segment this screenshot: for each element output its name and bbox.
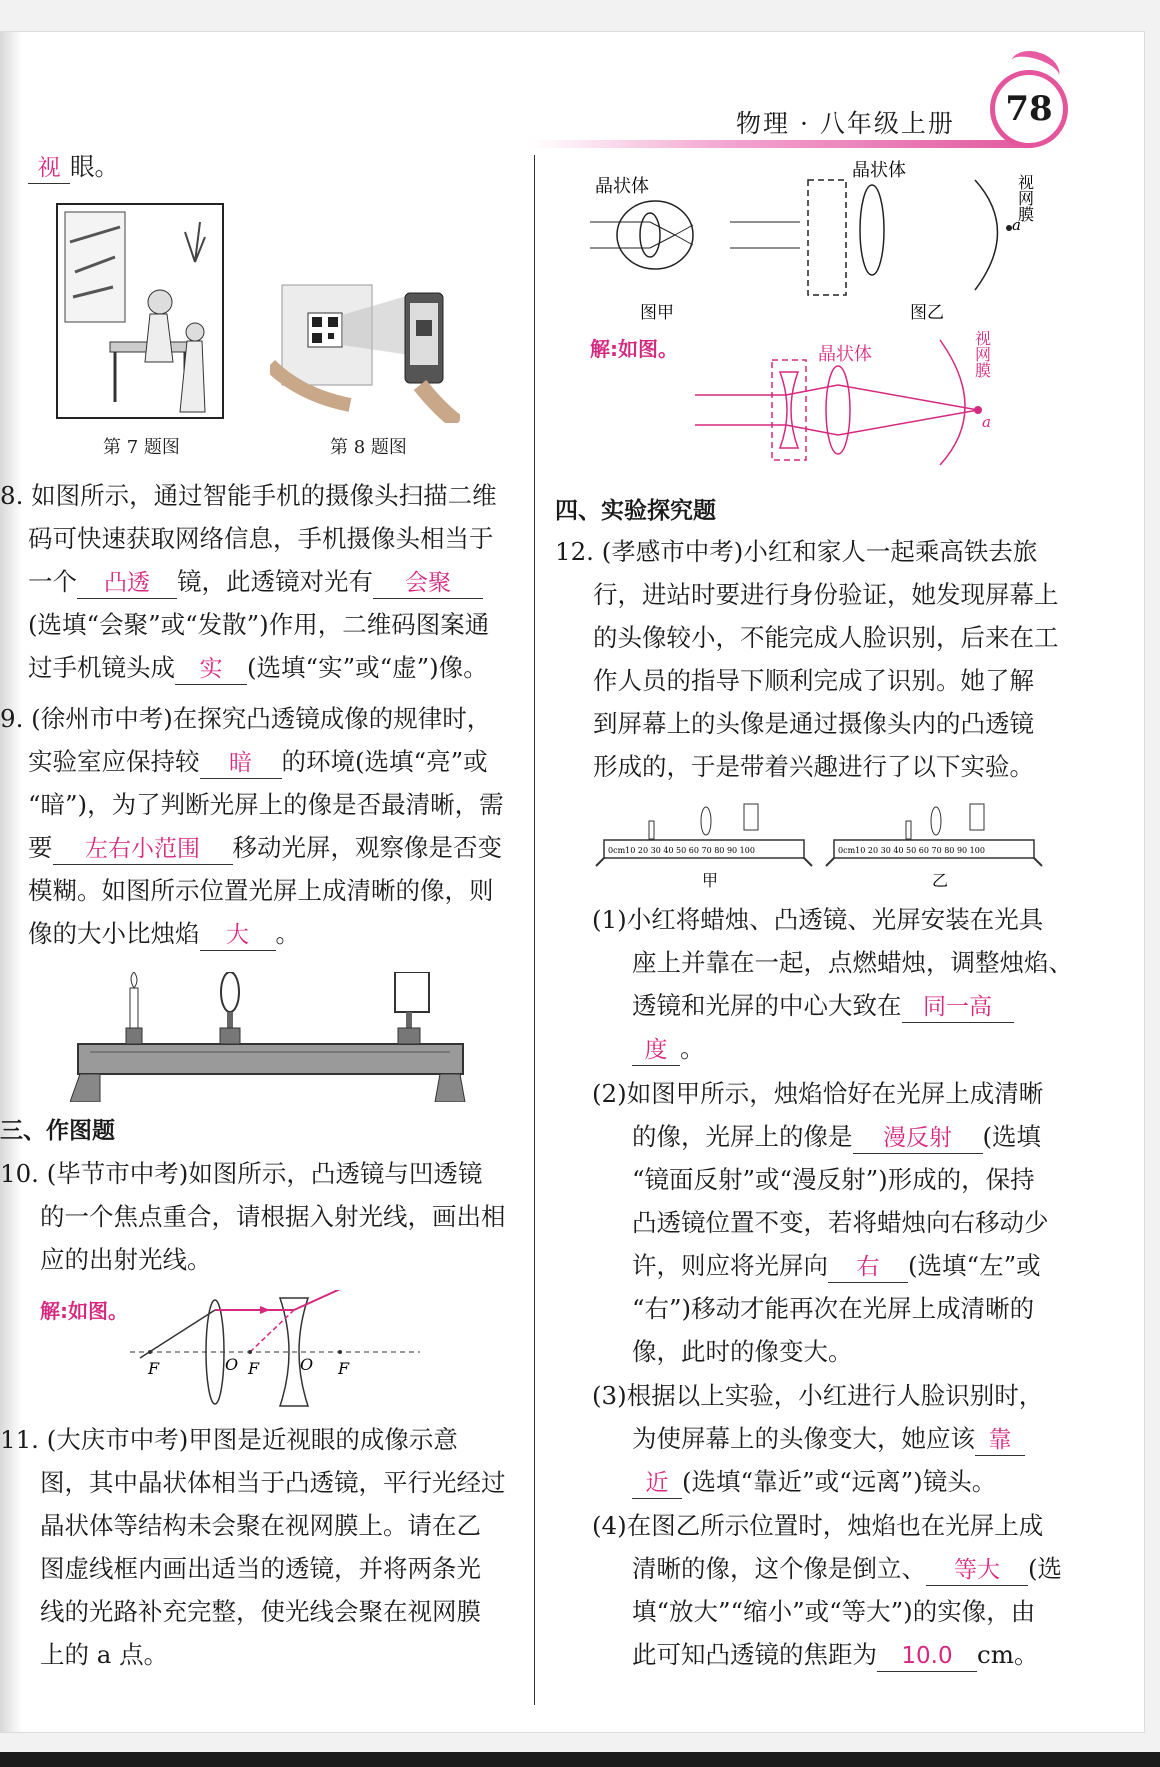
- answer-blank: 左右小范围: [53, 834, 233, 865]
- answer-blank: 同一高: [902, 992, 1014, 1023]
- q12-part-1: (1)小红将蜡烛、凸透镜、光屏安装在光具 座上并靠在一起，点燃蜡烛，调整烛焰、 透镜和光屏的中心大致在 同一高 度 。: [592, 898, 1073, 1070]
- figure-7-illustration: [55, 202, 225, 420]
- book-title: 物理 · 八年级上册: [736, 109, 955, 138]
- answer-blank: 右: [828, 1252, 908, 1283]
- header-bar: [530, 140, 1030, 148]
- figure-caption: 图乙: [910, 303, 944, 323]
- page-number: 78: [990, 70, 1068, 148]
- svg-text:晶状体: 晶状体: [818, 344, 872, 365]
- lens-label: 晶状体: [595, 176, 649, 197]
- focus-label: F: [248, 1359, 260, 1378]
- svg-text:0cm10 20 30 40 50 60 70 80 90: 0cm10 20 30 40 50 60 70 80 90 100: [838, 846, 985, 855]
- answer-blank: 近: [632, 1468, 682, 1499]
- top-line: 视 眼。: [28, 145, 119, 188]
- answer-blank: 暗: [200, 748, 282, 779]
- figure-11-eye-diagrams: [580, 150, 1050, 330]
- answer-blank: 凸透: [77, 568, 177, 599]
- question-12: 12. (孝感市中考)小红和家人一起乘高铁去旅 行，进站时要进行身份验证，她发现屏幕上 的头像较小，不能完成人脸识别，后来在工 作人员的指导下顺利完成了识别。她了解 到屏幕上的头像是通过摄像头内的凸透镜 形成的，于是带着兴趣进行了以下实验。: [555, 537, 1059, 781]
- answer-blank: 会聚: [373, 568, 483, 599]
- bench-a: [596, 804, 812, 890]
- question-8: 8. 如图所示，通过智能手机的摄像头扫描二维 码可快速获取网络信息，手机摄像头相当于 一个 凸透 镜，此透镜对光有 会聚 (选填“会聚”或“发散”)作用，二维码图案通 过手机镜头成 实 (选填“实”或“虚”)像。: [0, 474, 497, 689]
- answer-blank: 大: [200, 920, 276, 951]
- center-label: O: [225, 1355, 239, 1374]
- bench-b: [826, 804, 1042, 890]
- question-11: 11. (大庆市中考)甲图是近视眼的成像示意 图，其中晶状体相当于凸透镜，平行光经过 晶状体等结构未会聚在视网膜上。请在乙 图虚线框内画出适当的透镜，并将两条光 线的光路补充完整，使光线会聚在视网膜 上的 a 点。: [0, 1425, 506, 1669]
- q12-optical-benches: [594, 796, 1064, 896]
- answer-blank: 10.0: [877, 1641, 977, 1672]
- figure-8-illustration: [270, 275, 460, 423]
- bench-caption: 甲: [702, 871, 719, 890]
- question-10: 10. (毕节市中考)如图所示，凸透镜与凹透镜 的一个焦点重合，请根据入射光线，画出相 应的出射光线。: [0, 1159, 506, 1274]
- answer-blank: 靠: [975, 1425, 1025, 1456]
- figure-caption: 图甲: [640, 303, 674, 323]
- section-4-title: 四、实验探究题: [555, 498, 716, 524]
- svg-text:0cm10 20 30 40 50 60 70 80 90: 0cm10 20 30 40 50 60 70 80 90 100: [608, 846, 755, 855]
- q11-solution-diagram: [690, 330, 1020, 470]
- answer-blank: 视: [28, 153, 70, 184]
- q10-lens-diagram: [130, 1290, 420, 1408]
- answer-blank: 等大: [926, 1555, 1028, 1586]
- q12-part-4: (4)在图乙所示位置时，烛焰也在光屏上成 清晰的像，这个像是倒立、 等大 (选 填“放大”“缩小”或“等大”)的实像，由 此可知凸透镜的焦距为 10.0 cm。: [592, 1504, 1062, 1676]
- retina-label: 视网膜: [972, 330, 992, 378]
- bench-caption: 乙: [932, 871, 949, 890]
- optical-bench-figure: [70, 972, 470, 1102]
- bottom-bar: [0, 1752, 1160, 1767]
- focus-label: F: [338, 1359, 350, 1378]
- lens-label: 晶状体: [852, 160, 906, 181]
- column-divider: [534, 155, 535, 1705]
- focus-label: F: [148, 1359, 160, 1378]
- section-3-title: 三、作图题: [0, 1118, 115, 1144]
- retina-label: 视网膜: [1015, 174, 1035, 222]
- answer-blank: 漫反射: [853, 1123, 983, 1154]
- answer-blank: 实: [175, 654, 247, 685]
- svg-text:a: a: [1012, 216, 1021, 234]
- q10-solution-label: 解:如图。: [40, 1299, 128, 1323]
- q11-solution-label: 解:如图。: [590, 337, 678, 361]
- q12-part-3: (3)根据以上实验，小红进行人脸识别时， 为使屏幕上的头像变大，她应该 靠 近 (选填“靠近”或“远离”)镜头。: [592, 1374, 1043, 1503]
- center-label: O: [300, 1355, 314, 1374]
- answer-blank: 度: [632, 1035, 680, 1066]
- figure-8-caption: 第 8 题图: [330, 437, 407, 458]
- question-9: 9. (徐州市中考)在探究凸透镜成像的规律时， 实验室应保持较 暗 的环境(选填“亮”或 “暗”)，为了判断光屏上的像是否最清晰，需 要 左右小范围 移动光屏，观察像是否变 模糊。如图所示位置光屏上成清晰的像，则 像的大小比烛焰 大 。: [0, 697, 504, 955]
- svg-text:a: a: [982, 413, 991, 431]
- q12-part-2: (2)如图甲所示，烛焰恰好在光屏上成清晰 的像，光屏上的像是 漫反射 (选填 “镜面反射”或“漫反射”)形成的，保持 凸透镜位置不变，若将蜡烛向右移动少 许，则应将光屏向 右 (选填“左”或 “右”)移动才能再次在光屏上成清晰的 像，此时的像变大。: [592, 1079, 1049, 1366]
- figure-7-caption: 第 7 题图: [103, 437, 180, 458]
